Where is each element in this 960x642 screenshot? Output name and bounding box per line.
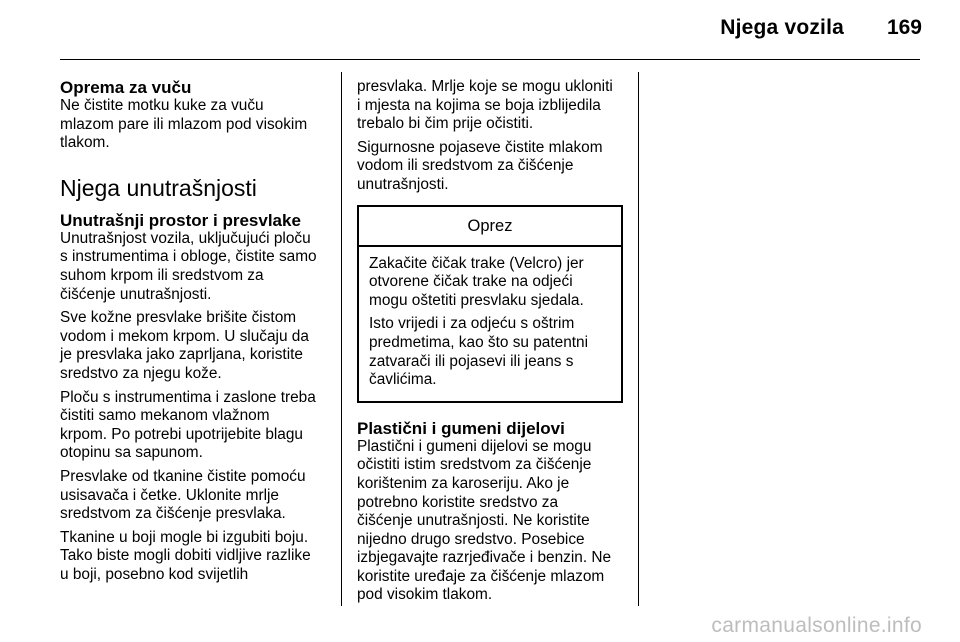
text-line: čišćenje unutrašnjosti. Ne koristite [357, 512, 590, 530]
header-rule [60, 59, 920, 60]
text-line: izbjegavajte razrjeđivače i benzin. Ne [357, 549, 612, 567]
text-line: zatvarači ili pojasevi ili jeans s [369, 352, 574, 370]
heading-towing-equipment: Oprema za vuču [60, 78, 192, 97]
text-line: čavlićima. [369, 371, 437, 389]
paragraph-towing [60, 97, 332, 153]
text-line: Ne čistite motku kuke za vuču [60, 97, 264, 114]
middle-column [357, 78, 629, 610]
page-header [0, 0, 960, 60]
text-line: Tkanine u boji mogle bi izgubiti boju. [60, 528, 309, 546]
text-line: Presvlake od tkanine čistite pomoću [60, 467, 306, 485]
text-line: otopinu sa sapunom. [60, 444, 203, 462]
column-divider-right [638, 72, 639, 606]
text-line: s instrumentima i obloge, čistite samo [60, 248, 317, 266]
text-line: Ploču s instrumentima i zaslone treba [60, 388, 316, 406]
text-line: usisavača i četke. Uklonite mrlje [60, 486, 279, 504]
text-line: mlazom pare ili mlazom pod visokim [60, 115, 308, 133]
text-line: potrebno koristite sredstvo za [357, 493, 559, 511]
watermark: carmanualsonline.info [711, 614, 922, 637]
caution-title: Oprez [359, 207, 621, 247]
text-line: čistiti samo mekanom vlažnom [60, 407, 270, 425]
text-line: trebalo bi čim prije očistiti. [357, 115, 534, 133]
running-title: Njega vozila [720, 16, 844, 39]
heading-interior-upholstery: Unutrašnji prostor i presvlake [60, 210, 301, 230]
paragraph-interior-3 [60, 389, 332, 463]
caution-body [359, 247, 621, 401]
paragraph-interior-2 [60, 309, 332, 383]
caution-paragraph-1 [369, 255, 611, 311]
text-line: predmetima, kao što su patentni [369, 333, 589, 351]
caution-box [357, 205, 623, 403]
text-line: je presvlaka jako zaprljana, koristite [60, 346, 303, 364]
column-divider-left [341, 72, 342, 606]
text-line: očistiti istim sredstvom za čišćenje [357, 456, 592, 474]
text-line: korištenim za karoseriju. Ako je [357, 474, 570, 492]
caution-paragraph-2 [369, 315, 611, 389]
paragraph-seatbelts [357, 139, 629, 195]
text-line: Unutrašnjost vozila, uključujući ploču [60, 229, 311, 247]
page-number: 169 [886, 16, 922, 39]
text-line: vodom i mekom krpom. U slučaju da [60, 327, 309, 345]
text-line: nijedno drugo sredstvo. Posebice [357, 530, 585, 548]
text-line: Tako biste mogli dobiti vidljive razlike [60, 547, 311, 565]
text-line: Isto vrijedi i za odjeću s oštrim [369, 315, 575, 333]
text-line: pod visokim tlakom. [357, 586, 493, 604]
text-line: krpom. Po potrebi upotrijebite blagu [60, 425, 303, 443]
text-line: koristite uređaje za čišćenje mlazom [357, 567, 605, 585]
text-line: u boji, posebno kod svijetlih [60, 565, 249, 583]
text-line: vodom ili sredstvom za čišćenje [357, 157, 574, 175]
paragraph-interior-1 [60, 230, 332, 304]
paragraph-stains [357, 78, 629, 134]
text-line: sredstvo za njegu kože. [60, 364, 222, 382]
text-line: mogu oštetiti presvlaku sjedala. [369, 291, 584, 309]
text-line: Zakačite čičak trake (Velcro) jer [369, 254, 584, 272]
text-line: otvorene čičak trake na odjeći [369, 273, 573, 291]
heading-plastic-rubber: Plastični i gumeni dijelovi [357, 418, 565, 438]
left-column [60, 78, 332, 589]
text-line: suhom krpom ili sredstvom za [60, 266, 264, 284]
text-line: presvlaka. Mrlje koje se mogu ukloniti [357, 78, 613, 95]
text-line: tlakom. [60, 134, 110, 152]
text-line: čišćenje unutrašnjosti. [60, 285, 212, 303]
text-line: Sigurnosne pojaseve čistite mlakom [357, 138, 603, 156]
text-line: sredstvom za čišćenje presvlaka. [60, 505, 286, 523]
heading-interior-care: Njega unutrašnjosti [60, 174, 257, 201]
paragraph-interior-4 [60, 468, 332, 524]
text-line: unutrašnjosti. [357, 175, 449, 193]
paragraph-plastic-rubber [357, 438, 629, 605]
text-line: Sve kožne presvlake brišite čistom [60, 309, 297, 327]
paragraph-interior-5 [60, 529, 332, 585]
text-line: Plastični i gumeni dijelovi se mogu [357, 437, 592, 455]
text-line: i mjesta na kojima se boja izblijedila [357, 96, 601, 114]
